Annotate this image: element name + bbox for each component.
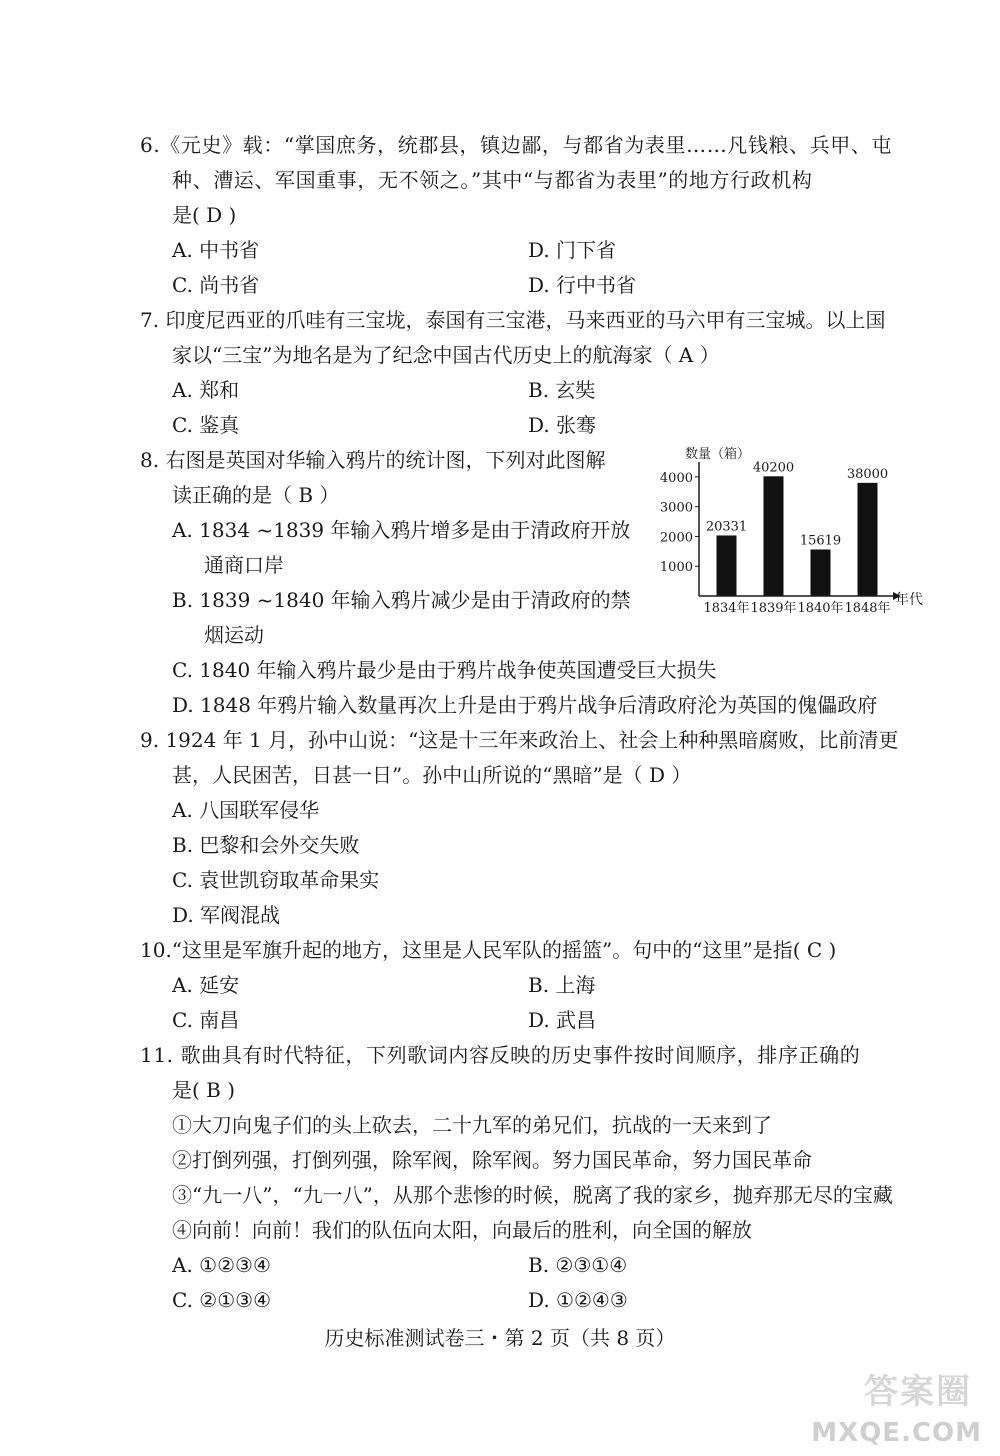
q9-option-d: D. 军阀混战 <box>172 903 281 927</box>
watermark-text-top: 答案圈 <box>864 1372 972 1412</box>
q11-stem-line1: 11. 歌曲具有时代特征，下列歌词内容反映的历史事件按时间顺序，排序正确的 <box>140 1043 861 1067</box>
q10-option-b: B. 上海 <box>528 973 596 997</box>
chart-category-label-1: 1834年 <box>703 601 750 616</box>
q8-option-b-line2: 烟运动 <box>204 623 264 647</box>
q6-option-b: D. 门下省 <box>528 238 617 262</box>
chart-value-label-4: 38000 <box>846 466 889 482</box>
chart-bar-1 <box>717 535 737 596</box>
q8-option-c: C. 1840 年输入鸦片最少是由于鸦片战争使英国遭受巨大损失 <box>172 658 717 682</box>
q11-stem-line2: 是( B ) <box>172 1078 236 1102</box>
opium-import-chart <box>655 440 955 620</box>
q7-option-d: D. 张骞 <box>528 413 597 437</box>
chart-category-label-2: 1839年 <box>750 601 797 616</box>
q9-option-a: A. 八国联军侵华 <box>172 798 320 822</box>
q6-option-c: C. 尚书省 <box>172 273 260 297</box>
chart-bar-3 <box>811 549 831 596</box>
q9-option-c: C. 袁世凯窃取革命果实 <box>172 868 380 892</box>
q8-option-a-line1: A. 1834 ~1839 年输入鸦片增多是由于清政府开放 <box>172 518 631 542</box>
q11-option-c: C. ②①③④ <box>172 1288 272 1312</box>
q6-option-a: A. 中书省 <box>172 238 260 262</box>
chart-y-tick-label: 1000 <box>659 560 693 576</box>
q9-stem-line1: 9. 1924 年 1 月，孙中山说：“这是十三年来政治上、社会上种种黑暗腐败，比前清更 <box>140 728 899 752</box>
page-footer: 历史标准测试卷三・第 2 页（共 8 页） <box>324 1326 676 1350</box>
q11-song-2: ②打倒列强，打倒列强，除军阀，除军阀。努力国民革命，努力国民革命 <box>172 1148 812 1172</box>
q10-stem-line1: 10.“这里是军旗升起的地方，这里是人民军队的摇篮”。句中的“这里”是指( C ) <box>140 938 837 962</box>
q8-stem-line2: 读正确的是（ B ） <box>172 483 340 507</box>
q10-option-d: D. 武昌 <box>528 1008 597 1032</box>
q11-song-3: ③“九一八”，“九一八”，从那个悲惨的时候，脱离了我的家乡，抛弃那无尽的宝藏 <box>172 1183 893 1207</box>
q7-stem-line2: 家以“三宝”为地名是为了纪念中国古代历史上的航海家（ A ） <box>172 343 720 367</box>
q6-stem-line3: 是( D ) <box>172 203 237 227</box>
chart-category-label-4: 1848年 <box>844 601 891 616</box>
chart-bar-4 <box>858 483 878 596</box>
q10-option-c: C. 南昌 <box>172 1008 240 1032</box>
q11-option-d: D. ①②④③ <box>528 1288 628 1312</box>
q11-option-a: A. ①②③④ <box>172 1253 271 1277</box>
q7-option-c: C. 鉴真 <box>172 413 240 437</box>
q10-option-a: A. 延安 <box>172 973 240 997</box>
q7-option-a: A. 郑和 <box>172 378 240 402</box>
q8-option-b-line1: B. 1839 ~1840 年输入鸦片减少是由于清政府的禁 <box>172 588 631 612</box>
chart-value-label-1: 20331 <box>705 519 748 535</box>
watermark-logo <box>811 1364 982 1448</box>
q11-song-4: ④向前！向前！我们的队伍向太阳，向最后的胜利，向全国的解放 <box>172 1218 752 1242</box>
q6-option-d: D. 行中书省 <box>528 273 637 297</box>
q11-option-b: B. ②③①④ <box>528 1253 628 1277</box>
q11-song-1: ①大刀向鬼子们的头上砍去，二十九军的弟兄们，抗战的一天来到了 <box>172 1113 772 1137</box>
q8-option-a-line2: 通商口岸 <box>204 553 284 577</box>
chart-y-tick-label: 2000 <box>659 530 693 546</box>
watermark-text-bottom: MXQE.COM <box>811 1418 982 1448</box>
q7-option-b: B. 玄奘 <box>528 378 596 402</box>
q9-option-b: B. 巴黎和会外交失败 <box>172 833 360 857</box>
chart-y-tick-label: 3000 <box>659 500 693 516</box>
q8-option-d: D. 1848 年鸦片输入数量再次上升是由于鸦片战争后清政府沦为英国的傀儡政府 <box>172 693 878 717</box>
q6-stem-line2: 种、漕运、军国重事，无不领之。”其中“与都省为表里”的地方行政机构 <box>172 168 813 192</box>
q8-stem-line1: 8. 右图是英国对华输入鸦片的统计图，下列对此图解 <box>140 448 606 472</box>
chart-y-tick-label: 4000 <box>659 470 693 486</box>
q7-stem-line1: 7. 印度尼西亚的爪哇有三宝垅，泰国有三宝港，马来西亚的马六甲有三宝城。以上国 <box>140 308 886 332</box>
chart-y-axis-label: 数量（箱） <box>685 447 751 462</box>
chart-x-axis-label: 年代 <box>895 592 923 608</box>
chart-bar-2 <box>764 476 784 596</box>
q6-stem-line1: 6.《元史》载：“掌国庶务，统郡县，镇边鄙，与都省为表里……凡钱粮、兵甲、屯 <box>140 133 893 157</box>
chart-category-label-3: 1840年 <box>797 601 844 616</box>
chart-value-label-2: 40200 <box>752 460 795 476</box>
q9-stem-line2: 甚，人民困苦，日甚一日”。孙中山所说的“黑暗”是（ D ） <box>172 763 692 787</box>
chart-value-label-3: 15619 <box>799 533 842 549</box>
